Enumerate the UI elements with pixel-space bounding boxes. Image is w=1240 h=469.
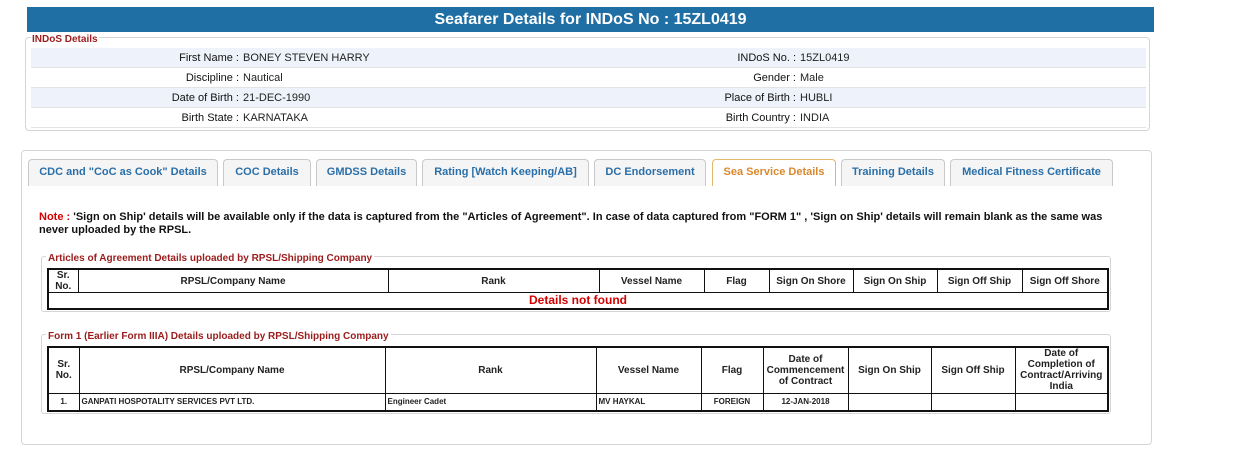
dob-value: 21-DEC-1990 (243, 92, 311, 104)
note-label: Note : (39, 211, 71, 223)
col-company-name: RPSL/Company Name (78, 269, 388, 293)
col-commencement-date: Date of Commencement of Contract (763, 347, 848, 393)
gender-value: Male (800, 72, 824, 84)
cell-sign-on-ship (848, 393, 931, 411)
discipline-value: Nautical (243, 72, 283, 84)
articles-empty-row (48, 293, 1108, 309)
gender-label: Gender : (753, 72, 796, 84)
cell-company-name: GANPATI HOSPOTALITY SERVICES PVT LTD. (79, 393, 385, 411)
first-name-value: BONEY STEVEN HARRY (243, 52, 370, 64)
col-sign-off-shore: Sign Off Shore (1022, 269, 1108, 293)
info-row-discipline (31, 68, 1146, 88)
cell-completion-date (1015, 393, 1108, 411)
cell-sign-off-ship (931, 393, 1015, 411)
col-company-name: RPSL/Company Name (79, 347, 385, 393)
indos-no-label: INDoS No. : (737, 52, 796, 64)
col-sign-on-ship: Sign On Ship (853, 269, 937, 293)
tab-cdc-details[interactable]: CDC and "CoC as Cook" Details (28, 159, 218, 186)
tab-rating-details[interactable]: Rating [Watch Keeping/AB] (422, 159, 589, 186)
col-vessel-name: Vessel Name (599, 269, 704, 293)
tab-training-details[interactable]: Training Details (841, 159, 945, 186)
page-title: Seafarer Details for INDoS No : 15ZL0419 (27, 7, 1154, 32)
col-sr-no: Sr. No. (48, 269, 78, 293)
col-vessel-name: Vessel Name (596, 347, 701, 393)
form1-header-row (48, 347, 1108, 393)
form1-legend: Form 1 (Earlier Form IIIA) Details uploaded by RPSL/Shipping Company (48, 331, 389, 342)
info-row-origin (31, 108, 1146, 128)
articles-legend: Articles of Agreement Details uploaded by RPSL/Shipping Company (48, 253, 373, 264)
discipline-label: Discipline : (185, 72, 239, 84)
col-sign-on-ship: Sign On Ship (848, 347, 931, 393)
col-sign-off-ship: Sign Off Ship (937, 269, 1022, 293)
col-sr-no: Sr. No. (48, 347, 79, 393)
details-tabs-panel (21, 150, 1152, 445)
col-sign-off-ship: Sign Off Ship (931, 347, 1015, 393)
col-completion-date: Date of Completion of Contract/Arriving India (1015, 347, 1108, 393)
indos-details-legend: INDoS Details (32, 34, 98, 45)
tab-medical-fitness[interactable]: Medical Fitness Certificate (950, 159, 1113, 186)
col-rank: Rank (385, 347, 596, 393)
first-name-label: First Name : (179, 52, 239, 64)
indos-details-section (25, 34, 1150, 131)
tab-dc-endorsement[interactable]: DC Endorsement (594, 159, 706, 186)
pob-label: Place of Birth : (724, 92, 796, 104)
cell-rank: Engineer Cadet (385, 393, 596, 411)
sign-on-ship-note (39, 211, 1119, 237)
form1-section (41, 331, 1111, 414)
birth-state-value: KARNATAKA (243, 112, 308, 124)
indos-no-value: 15ZL0419 (800, 52, 850, 64)
info-row-birth (31, 88, 1146, 108)
tab-sea-service-details[interactable]: Sea Service Details (712, 159, 836, 186)
articles-of-agreement-section (41, 253, 1111, 312)
birth-country-label: Birth Country : (725, 112, 796, 124)
articles-header-row (48, 269, 1108, 293)
note-text: 'Sign on Ship' details will be available only if the data is captured from the "Articles of Agreement". In case of data captured from "FORM 1" , 'Sign on Ship' details will remain blank as the same was never uploaded by the RPSL. (39, 211, 1103, 236)
cell-vessel-name: MV HAYKAL (596, 393, 701, 411)
birth-country-value: INDIA (800, 112, 830, 124)
tab-gmdss-details[interactable]: GMDSS Details (316, 159, 417, 186)
tab-coc-details[interactable]: COC Details (223, 159, 311, 186)
cell-sr-no: 1. (48, 393, 79, 411)
details-not-found-message: Details not found (48, 293, 1108, 309)
col-flag: Flag (704, 269, 769, 293)
cell-commencement-date: 12-JAN-2018 (763, 393, 848, 411)
info-row-name (31, 48, 1146, 68)
col-sign-on-shore: Sign On Shore (769, 269, 853, 293)
col-rank: Rank (388, 269, 599, 293)
dob-label: Date of Birth : (171, 92, 239, 104)
articles-table (47, 268, 1109, 310)
pob-value: HUBLI (800, 92, 833, 104)
col-flag: Flag (701, 347, 763, 393)
birth-state-label: Birth State : (181, 112, 239, 124)
table-row (48, 393, 1108, 411)
form1-table (47, 346, 1109, 412)
cell-flag: FOREIGN (701, 393, 763, 411)
